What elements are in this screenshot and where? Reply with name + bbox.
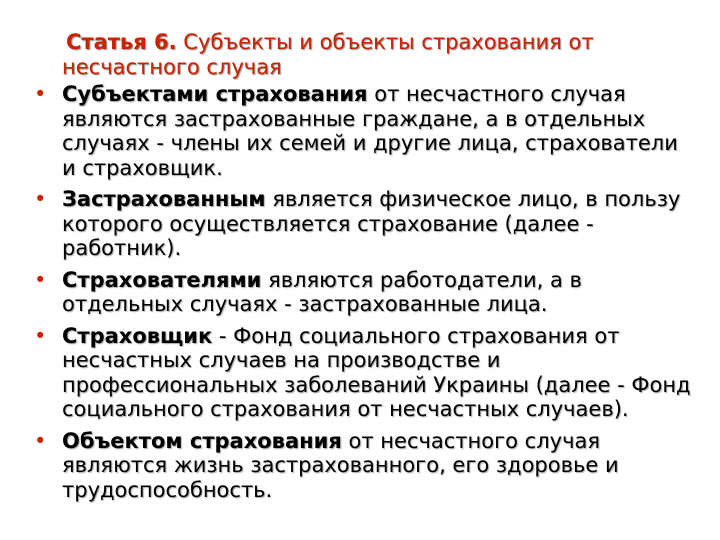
bullet-icon: • xyxy=(34,187,47,211)
item-text: является физическое лицо, в пользу которого осуществляется страхование (далее - работник). xyxy=(62,187,681,260)
list-item xyxy=(34,429,694,503)
slide-title xyxy=(62,30,702,80)
item-term: Застрахованным xyxy=(62,187,266,211)
bullet-icon: • xyxy=(34,428,47,453)
list-item xyxy=(34,268,694,317)
list-item xyxy=(34,324,694,422)
bullet-icon: • xyxy=(34,323,47,348)
title-text: Субъекты и объекты страхования от несчастного случая xyxy=(62,30,594,79)
item-term: Страхователями xyxy=(62,267,262,292)
bullet-icon: • xyxy=(34,82,47,106)
title-article-label: Статья 6. xyxy=(66,30,177,54)
item-text: от несчастного случая являются застрахованные граждане, а в отдельных случаях - члены их семей и другие лица, страхователи и страховщик. xyxy=(62,82,678,180)
bullet-list xyxy=(34,82,694,509)
bullet-icon: • xyxy=(34,267,47,292)
item-term: Объектом страхования xyxy=(62,428,342,453)
item-text: - Фонд социального страхования от несчастных случаев на производстве и профессиональных заболеваний Украины (далее - Фонд социального страхования от несчастных случаев). xyxy=(62,323,691,421)
list-item xyxy=(34,82,694,180)
item-term: Субъектами страхования xyxy=(62,82,368,106)
item-term: Страховщик xyxy=(62,323,213,348)
item-text: от несчастного случая являются жизнь застрахованного, его здоровье и трудоспособность. xyxy=(62,428,619,502)
list-item xyxy=(34,187,694,261)
item-text: являются работодатели, а в отдельных случаях - застрахованные лица. xyxy=(62,267,582,316)
